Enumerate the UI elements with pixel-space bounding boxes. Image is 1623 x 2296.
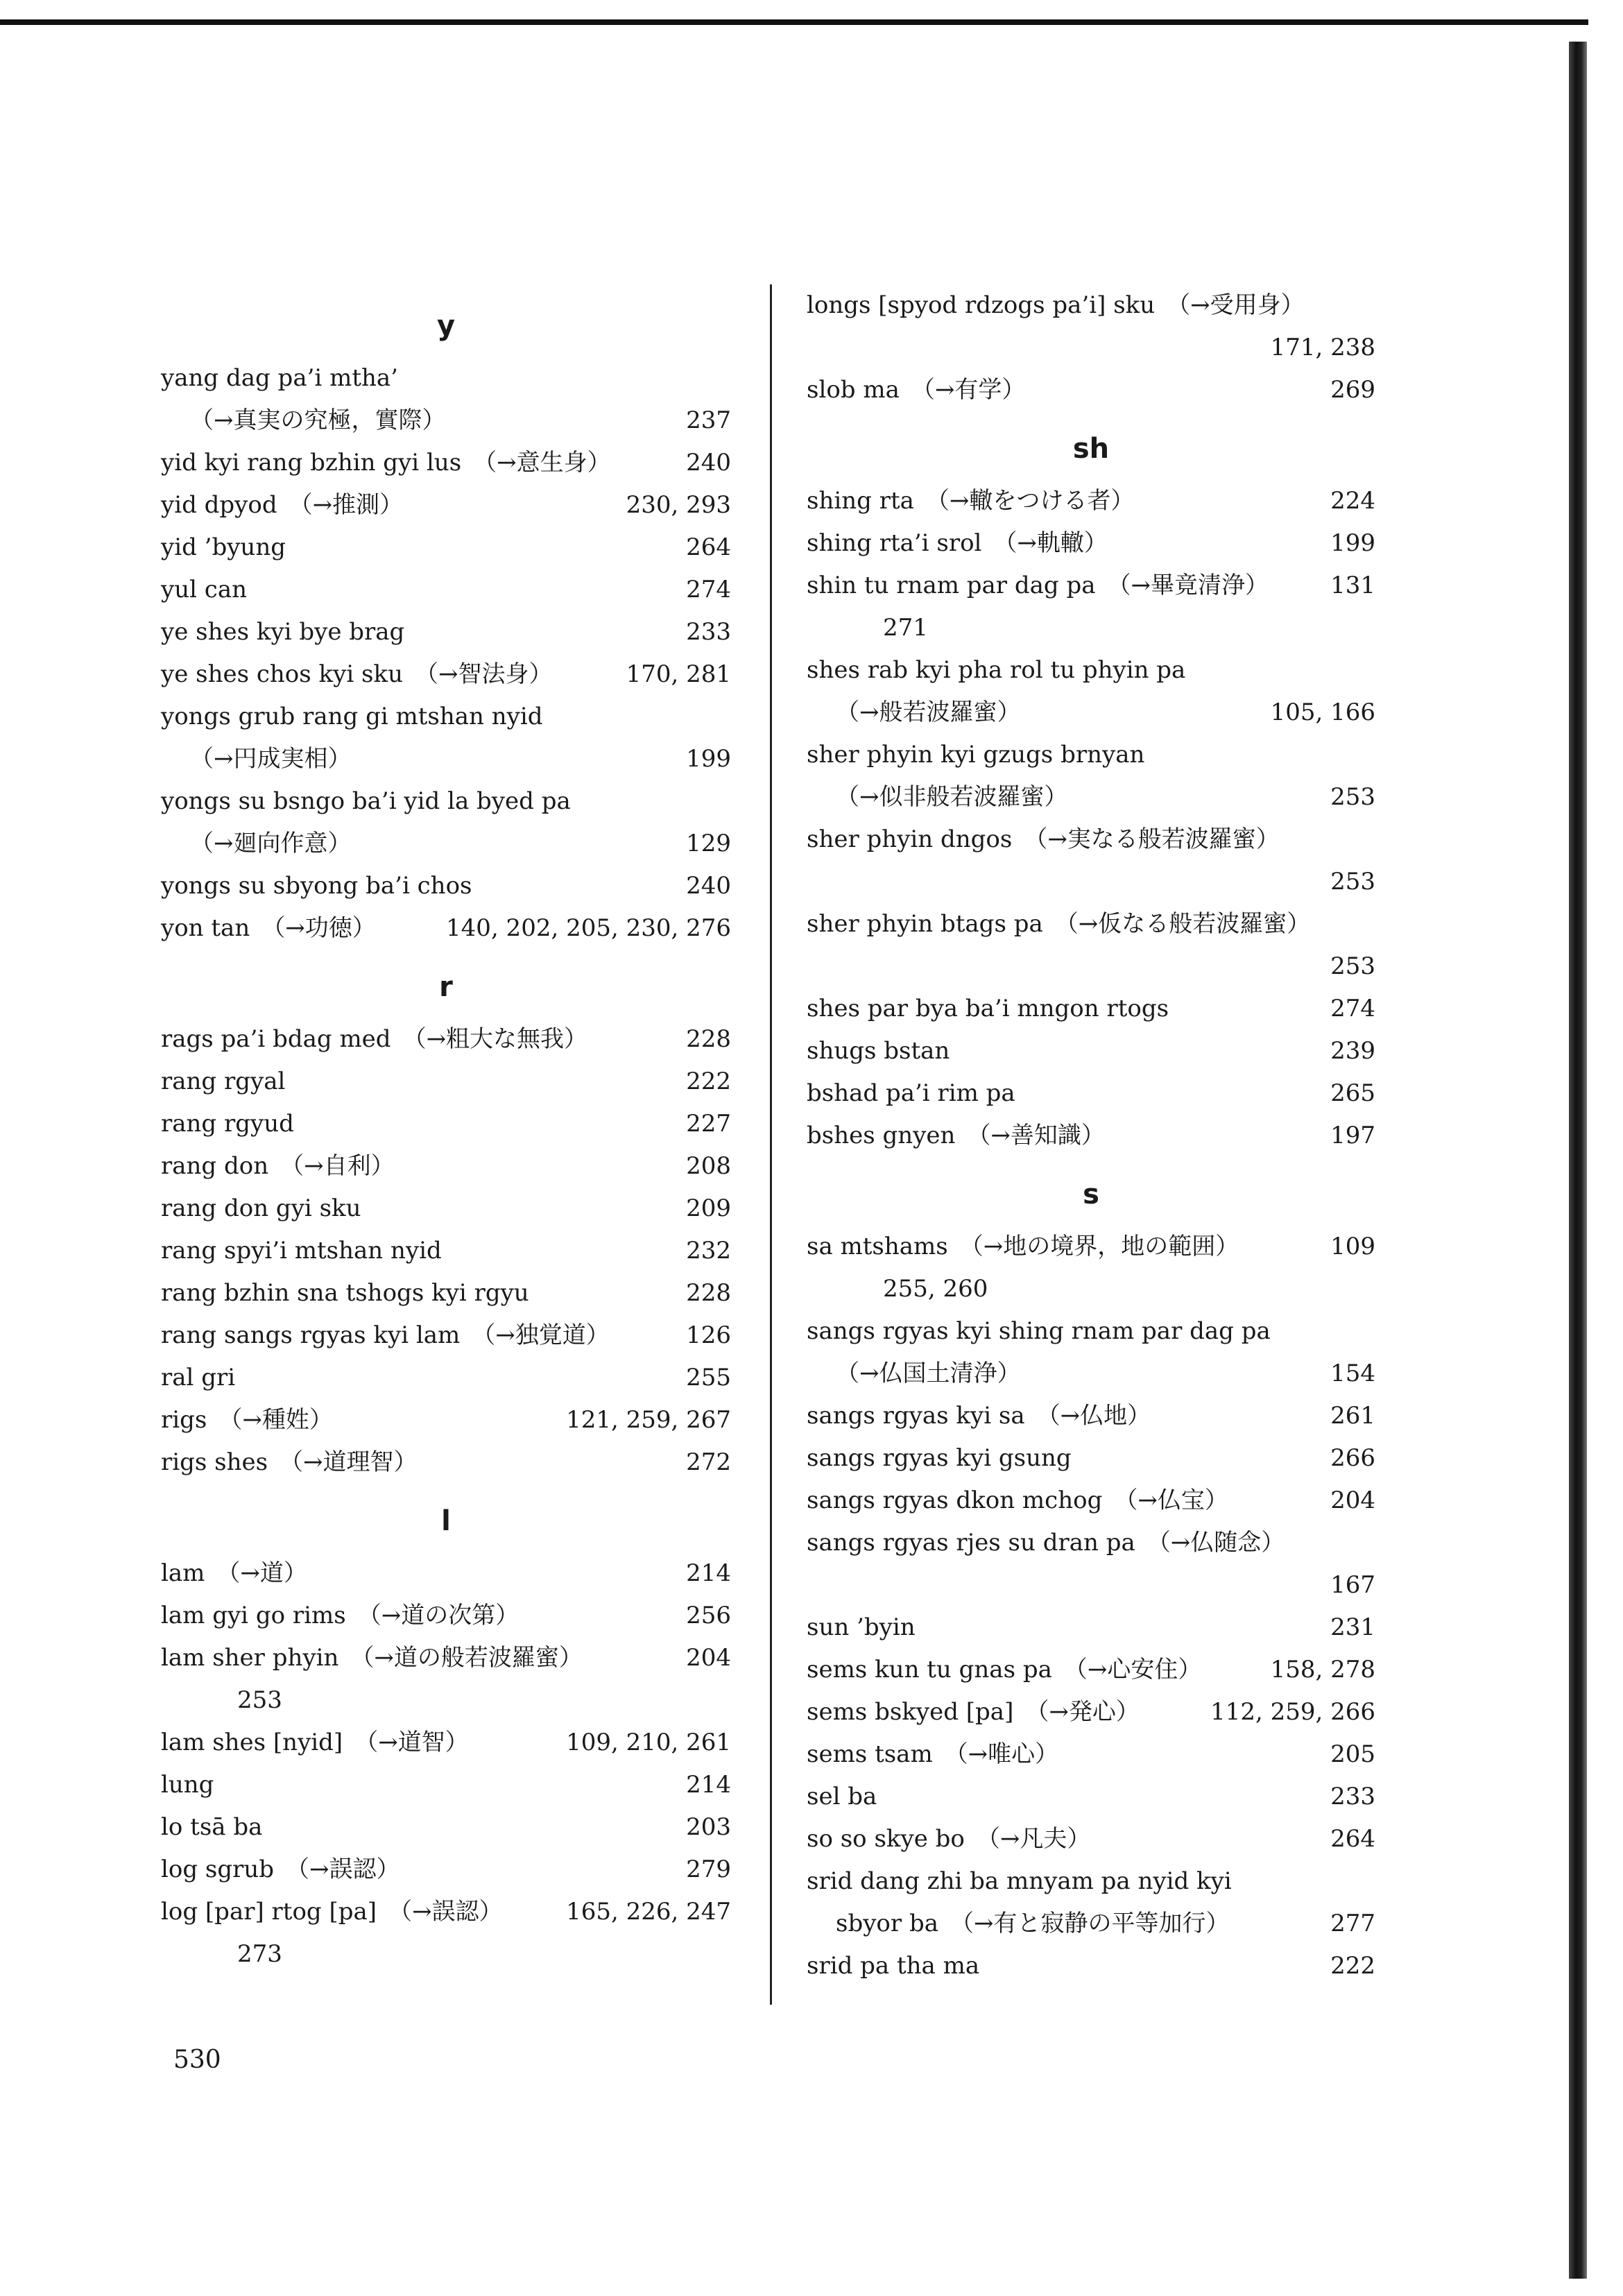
index-entry [807,327,1375,369]
entry-pages: 121, 259, 267 [566,1406,731,1434]
index-entry [161,442,731,484]
index-entry [807,903,1375,945]
index-entry [161,526,731,569]
entry-term: lam sher phyin （→道の般若波羅蜜） [161,1644,583,1672]
section-heading: sh [1072,433,1110,465]
page-number: 530 [173,2046,221,2074]
entry-term: ral gri [161,1364,236,1391]
index-entry [161,400,731,442]
index-entry [161,1552,731,1595]
index-entry [807,1818,1375,1860]
entry-term: yid kyi rang bzhin gyi lus （→意生身） [161,449,611,477]
index-entry [807,1353,1375,1395]
entry-pages: 228 [686,1279,731,1307]
index-entry [807,1564,1375,1607]
index-entry [161,1357,731,1399]
index-entry [161,1188,731,1230]
entry-term: sun ’byin [807,1613,916,1641]
index-entry [161,1849,731,1891]
entry-term: （→似非般若波羅蜜） [836,783,1068,811]
column-divider [770,284,772,2005]
entry-term: rigs （→種姓） [161,1406,333,1434]
entry-pages: 240 [686,872,731,900]
entry-term: sangs rgyas kyi sa （→仏地） [807,1402,1151,1430]
entry-pages: 228 [686,1025,731,1053]
entry-pages: 269 [1330,376,1375,404]
entry-term: lo tsā ba [161,1813,263,1841]
entry-term: log [par] rtog [pa] （→誤認） [161,1898,503,1926]
entry-pages: 167 [1330,1571,1375,1599]
index-entry [161,1637,731,1679]
entry-term: shes rab kyi pha rol tu phyin pa [807,656,1186,684]
entry-term: shin tu rnam par dag pa （→畢竟清浄） [807,572,1269,599]
index-entry [161,653,731,696]
entry-pages: 203 [686,1813,731,1841]
entry-term: bshes gnyen （→善知識） [807,1122,1105,1149]
index-entry [807,369,1375,411]
entry-term: sher phyin btags pa （→仮なる般若波羅蜜） [807,910,1311,938]
entry-term: rang rgyal [161,1068,286,1095]
entry-term: 271 [883,614,928,642]
entry-pages: 240 [686,449,731,477]
entry-pages: 279 [686,1856,731,1883]
index-entry [161,865,731,907]
index-entry [161,780,731,823]
page-edge-shadow [1569,42,1587,2279]
entry-term: sangs rgyas dkon mchog （→仏宝） [807,1487,1228,1514]
entry-pages: 154 [1330,1360,1375,1387]
entry-pages: 112, 259, 266 [1210,1698,1375,1726]
index-entry [807,607,1375,649]
section-heading: l [441,1505,451,1537]
index-entry [161,569,731,611]
section-heading: y [436,310,456,342]
index-entry [807,692,1375,734]
entry-pages: 231 [1330,1613,1375,1641]
entry-pages: 261 [1330,1402,1375,1430]
index-entry [807,284,1375,327]
index-entry [161,611,731,653]
entry-term: rang don （→自利） [161,1152,395,1180]
entry-term: srid pa tha ma [807,1952,980,1980]
entry-term: sher phyin kyi gzugs brnyan [807,741,1145,769]
index-entry [807,1691,1375,1733]
index-entry [807,776,1375,819]
entry-term: rigs shes （→道理智） [161,1448,418,1476]
index-entry [807,988,1375,1030]
entry-pages: 264 [1330,1825,1375,1853]
index-entry [807,1437,1375,1480]
entry-pages: 171, 238 [1270,334,1375,361]
index-entry [161,1595,731,1637]
index-entry [161,738,731,780]
index-entry [161,1806,731,1849]
entry-pages: 265 [1330,1079,1375,1107]
entry-term: yongs su bsngo ba’i yid la byed pa [161,787,571,815]
entry-term: sangs rgyas kyi shing rnam par dag pa [807,1317,1271,1345]
index-entry [161,1441,731,1484]
entry-term: shes par bya ba’i mngon rtogs [807,995,1169,1022]
index-entry [161,1061,731,1103]
entry-term: yongs su sbyong ba’i chos [161,872,472,900]
entry-term: sbyor ba （→有と寂静の平等加行） [836,1910,1230,1937]
entry-pages: 199 [1330,529,1375,557]
top-rule [0,19,1588,25]
index-entry [807,1903,1375,1945]
entry-term: 273 [237,1940,282,1968]
index-entry [161,1891,731,1933]
entry-pages: 109, 210, 261 [566,1729,731,1756]
entry-pages: 227 [686,1110,731,1138]
entry-term: srid dang zhi ba mnyam pa nyid kyi [807,1867,1232,1895]
entry-term: lam gyi go rims （→道の次第） [161,1602,519,1629]
entry-term: log sgrub （→誤認） [161,1856,400,1883]
entry-pages: 158, 278 [1270,1656,1375,1684]
entry-term: yid dpyod （→推測） [161,491,404,519]
entry-pages: 237 [686,406,731,434]
entry-term: yon tan （→功徳） [161,914,376,942]
entry-pages: 126 [686,1321,731,1349]
entry-pages: 208 [686,1152,731,1180]
entry-term: （→円成実相） [190,745,352,773]
index-entry [807,819,1375,861]
index-entry [161,907,731,950]
entry-pages: 256 [686,1602,731,1629]
entry-term: slob ma （→有学） [807,376,1026,404]
index-entry [161,1145,731,1188]
entry-pages: 274 [1330,995,1375,1022]
index-entry [807,522,1375,565]
entry-pages: 255 [686,1364,731,1391]
entry-term: yid ’byung [161,533,286,561]
entry-term: （→仏国土清浄） [836,1360,1021,1387]
entry-term: rags pa’i bdag med （→粗大な無我） [161,1025,588,1053]
index-entry [807,1030,1375,1072]
index-entry [807,1480,1375,1522]
index-entry [807,1945,1375,1987]
entry-pages: 253 [1330,952,1375,980]
entry-pages: 233 [686,618,731,646]
entry-term: ye shes kyi bye brag [161,618,405,646]
entry-pages: 253 [1330,783,1375,811]
entry-term: （→廻向作意） [190,830,352,857]
entry-pages: 232 [686,1237,731,1265]
index-entry [807,1649,1375,1691]
entry-pages: 105, 166 [1270,699,1375,726]
entry-pages: 131 [1330,572,1375,599]
entry-pages: 214 [686,1771,731,1799]
entry-pages: 129 [686,830,731,857]
entry-pages: 277 [1330,1910,1375,1937]
entry-term: （→般若波羅蜜） [836,699,1021,726]
entry-term: yul can [161,576,247,603]
index-entry [807,1226,1375,1268]
index-entry [161,1272,731,1314]
entry-term: so so skye bo （→凡夫） [807,1825,1091,1853]
entry-term: sel ba [807,1783,877,1810]
entry-pages: 197 [1330,1122,1375,1149]
entry-term: sa mtshams （→地の境界，地の範囲） [807,1233,1239,1260]
index-entry [807,945,1375,988]
index-entry [807,1395,1375,1437]
entry-pages: 140, 202, 205, 230, 276 [446,914,731,942]
index-entry [161,1722,731,1764]
entry-pages: 233 [1330,1783,1375,1810]
entry-term: longs [spyod rdzogs pa’i] sku （→受用身） [807,291,1305,319]
index-entry [161,1764,731,1806]
index-entry [161,484,731,526]
index-entry [161,1018,731,1061]
entry-term: yang dag pa’i mtha’ [161,364,398,392]
entry-term: sems kun tu gnas pa （→心安住） [807,1656,1202,1684]
entry-term: lam shes [nyid] （→道智） [161,1729,469,1756]
entry-pages: 204 [686,1644,731,1672]
index-entry [161,1933,731,1976]
entry-term: shing rta’i srol （→軌轍） [807,529,1108,557]
index-entry [161,1103,731,1145]
entry-term: sangs rgyas rjes su dran pa （→仏随念） [807,1529,1285,1557]
entry-pages: 266 [1330,1444,1375,1472]
entry-pages: 199 [686,745,731,773]
index-entry [161,696,731,738]
entry-pages: 214 [686,1559,731,1587]
entry-term: lam （→道） [161,1559,307,1587]
entry-term: 255, 260 [883,1275,988,1303]
entry-term: lung [161,1771,214,1799]
entry-pages: 272 [686,1448,731,1476]
entry-pages: 222 [686,1068,731,1095]
entry-pages: 209 [686,1194,731,1222]
index-entry [807,1860,1375,1903]
entry-term: rang don gyi sku [161,1194,361,1222]
entry-term: sher phyin dngos （→実なる般若波羅蜜） [807,825,1280,853]
entry-pages: 274 [686,576,731,603]
index-entry [161,1314,731,1357]
entry-term: rang spyi’i mtshan nyid [161,1237,442,1265]
entry-term: sems bskyed [pa] （→発心） [807,1698,1140,1726]
entry-pages: 109 [1330,1233,1375,1260]
entry-pages: 253 [1330,868,1375,896]
entry-term: 253 [237,1686,282,1714]
entry-pages: 224 [1330,487,1375,515]
index-entry [807,1522,1375,1564]
entry-pages: 222 [1330,1952,1375,1980]
entry-term: ye shes chos kyi sku （→智法身） [161,660,553,688]
entry-pages: 205 [1330,1740,1375,1768]
index-entry [161,357,731,400]
entry-term: rang bzhin sna tshogs kyi rgyu [161,1279,529,1307]
entry-pages: 230, 293 [626,491,731,519]
entry-pages: 170, 281 [626,660,731,688]
index-entry [807,1115,1375,1157]
index-entry [161,1679,731,1722]
entry-term: sems tsam （→唯心） [807,1740,1059,1768]
entry-term: bshad pa’i rim pa [807,1079,1015,1107]
section-heading: s [1083,1179,1099,1210]
index-entry [807,1310,1375,1353]
entry-term: rang sangs rgyas kyi lam （→独覚道） [161,1321,610,1349]
entry-pages: 204 [1330,1487,1375,1514]
index-entry [161,1399,731,1441]
entry-term: shing rta （→轍をつける者） [807,487,1135,515]
entry-term: （→真実の究極，實際） [190,406,446,434]
index-entry [807,734,1375,776]
entry-term: sangs rgyas kyi gsung [807,1444,1072,1472]
index-entry [161,1230,731,1272]
entry-pages: 165, 226, 247 [566,1898,731,1926]
index-entry [807,649,1375,692]
entry-pages: 264 [686,533,731,561]
entry-term: shugs bstan [807,1037,950,1065]
index-entry [807,1607,1375,1649]
index-entry [807,1733,1375,1776]
index-entry [807,1268,1375,1310]
entry-term: yongs grub rang gi mtshan nyid [161,703,543,730]
index-entry [807,480,1375,522]
index-entry [161,823,731,865]
index-entry [807,1072,1375,1115]
index-entry [807,1776,1375,1818]
entry-pages: 239 [1330,1037,1375,1065]
entry-term: rang rgyud [161,1110,294,1138]
index-entry [807,565,1375,607]
section-heading: r [439,971,453,1003]
index-entry [807,861,1375,903]
